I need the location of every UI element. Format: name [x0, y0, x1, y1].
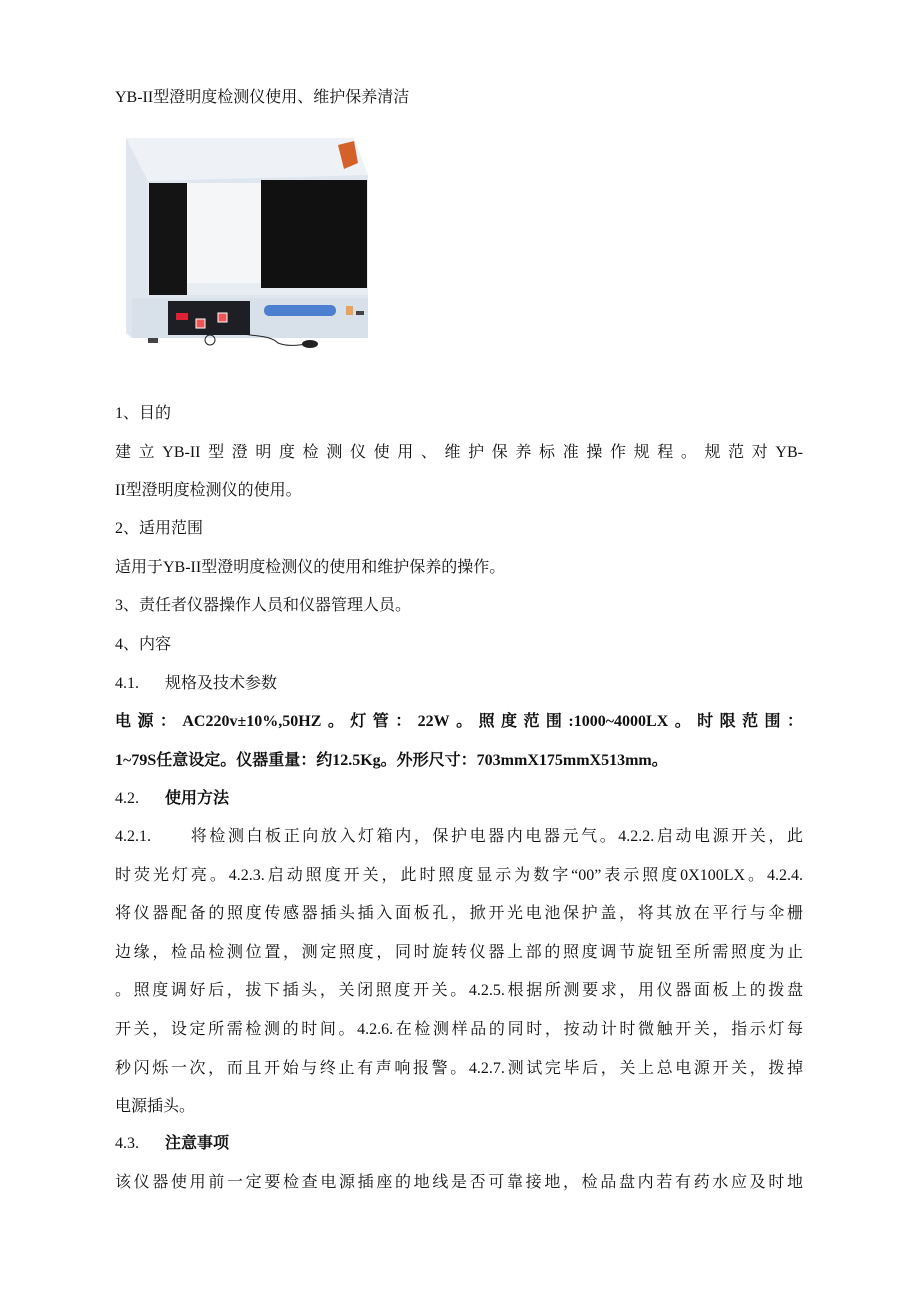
usage-line: 。照度调好后，拔下插头，关闭照度开关。4.2.5.根据所测要求，用仪器面板上的拨盘	[115, 982, 803, 999]
usage-line: 将仪器配备的照度传感器插头插入面板孔，掀开光电池保护盖，将其放在平行与伞栅	[115, 905, 803, 922]
usage-line: 秒闪烁一次，而且开始与终止有声响报警。4.2.7.测试完毕后，关上总电源开关，拨掉	[115, 1060, 803, 1077]
document-title: YB-II型澄明度检测仪使用、维护保养清洁	[115, 89, 410, 106]
section-4-2-heading	[115, 789, 229, 809]
brand-plate	[264, 305, 336, 316]
spec-line: 1~79S任意设定。仪器重量：约12.5Kg。外形尺寸：703mmX175mmX513mm。	[115, 752, 668, 769]
instrument-photo	[118, 133, 372, 351]
caution-line: 该仪器使用前一定要检查电源插座的地线是否可靠接地，检品盘内若有药水应及时地	[115, 1174, 803, 1191]
section-2-heading: 2、适用范围	[115, 520, 204, 537]
section-2-text: 适用于YB-II型澄明度检测仪的使用和维护保养的操作。	[115, 559, 506, 576]
section-number: 4.3.	[115, 1135, 139, 1152]
section-1-line: 建立YB-II型澄明度检测仪使用、维护保养标准操作规程。规范对YB-	[115, 444, 803, 461]
section-4-1-heading	[115, 674, 277, 694]
section-title: 规格及技术参数	[165, 675, 278, 692]
usage-line: 4.2.1. 将检测白板正向放入灯箱内，保护电器内电器元气。4.2.2.启动电源开关，此	[115, 828, 803, 845]
section-number: 4.2.	[115, 790, 139, 807]
section-title: 注意事项	[165, 1135, 230, 1152]
usage-line: 边缘，检品检测位置，测定照度，同时旋转仪器上部的照度调节旋钮至所需照度为止	[115, 944, 803, 961]
section-3-text: 3、责任者仪器操作人员和仪器管理人员。	[115, 597, 412, 614]
usage-line: 电源插头。	[115, 1098, 196, 1115]
spec-line: 电源：AC220v±10%,50HZ。灯管：22W。照度范围:1000~4000LX。时限范围：	[115, 713, 803, 730]
usage-line: 时荧光灯亮。4.2.3.启动照度开关，此时照度显示为数字“00”表示照度0X100LX。4.2.4.	[115, 867, 803, 884]
usage-line: 开关，设定所需检测的时间。4.2.6.在检测样品的同时，按动计时微触开关，指示灯每	[115, 1021, 803, 1038]
section-1-heading: 1、目的	[115, 405, 172, 422]
section-1-line: II型澄明度检测仪的使用。	[115, 482, 302, 499]
section-4-heading: 4、内容	[115, 636, 172, 653]
section-number: 4.1.	[115, 675, 139, 692]
section-4-3-heading	[115, 1134, 229, 1154]
section-title: 使用方法	[165, 790, 230, 807]
